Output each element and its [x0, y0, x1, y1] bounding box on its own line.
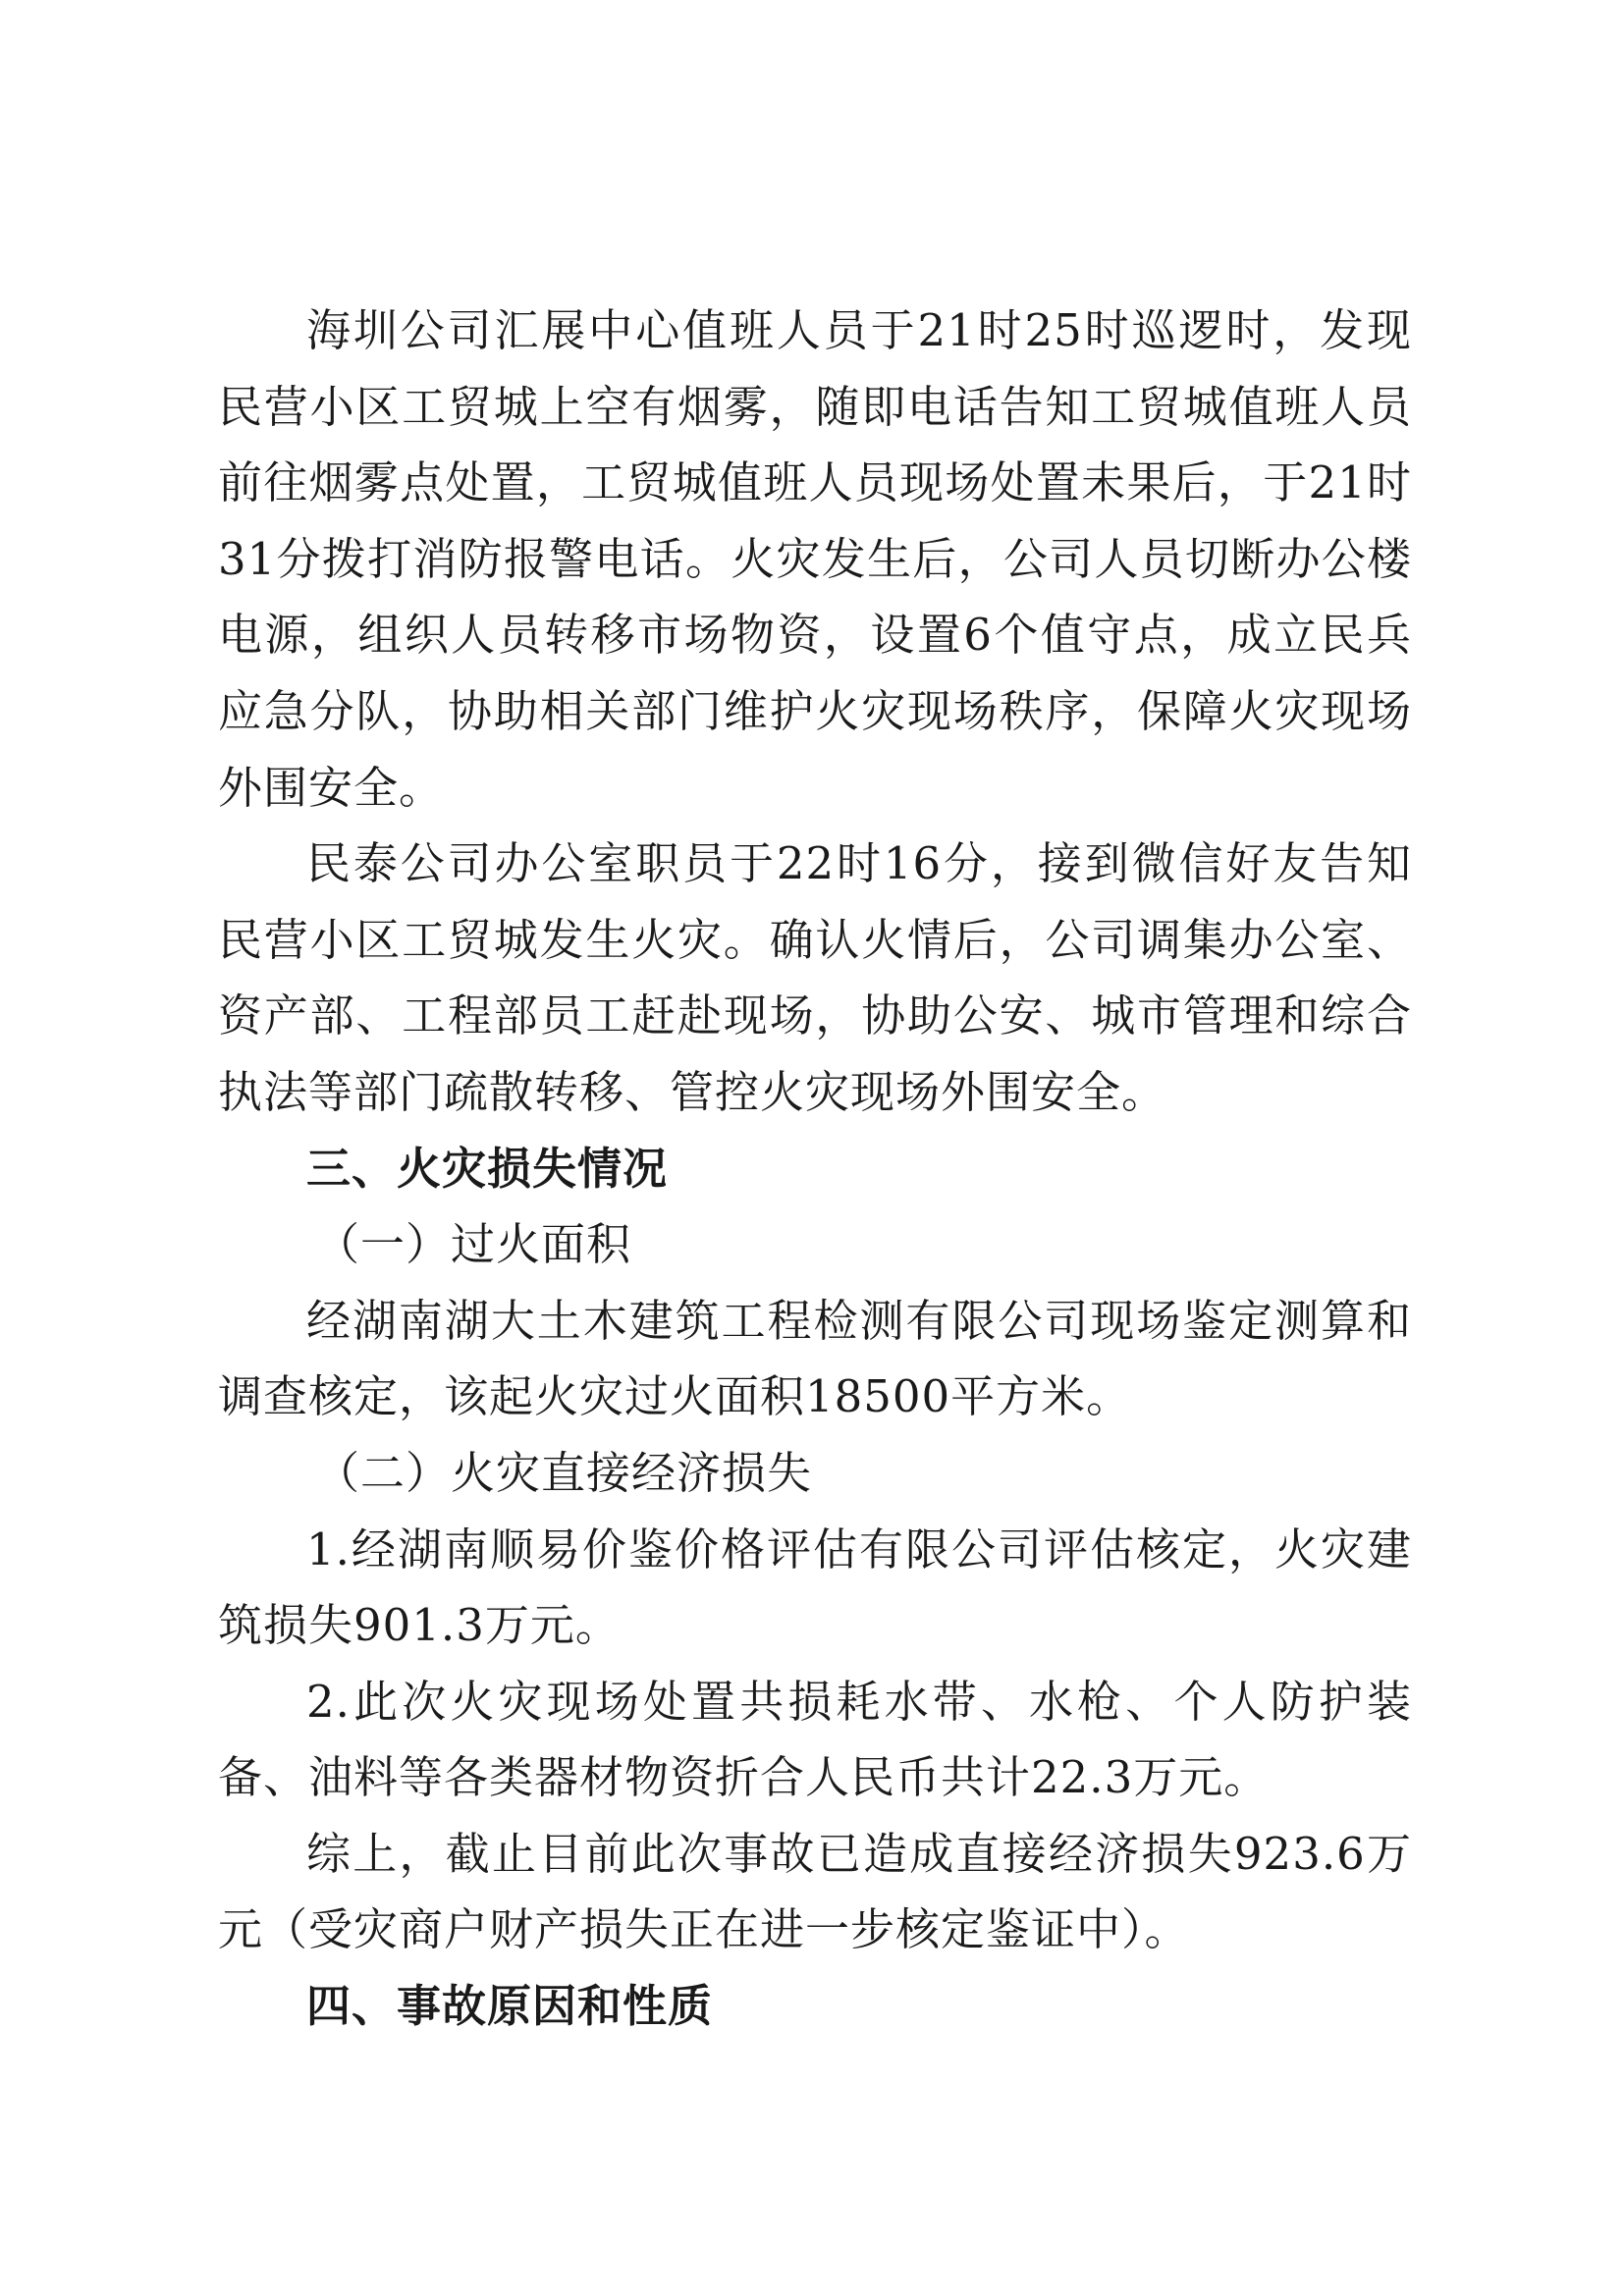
paragraph-building-loss: 1.经湖南顺易价鉴价格评估有限公司评估核定，火灾建筑损失901.3万元。 [218, 1522, 1412, 1652]
section-heading-cause-and-nature: 四、事故原因和性质 [306, 1980, 714, 2033]
document-page [218, 293, 1412, 2045]
paragraph-haizhen-company: 海圳公司汇展中心值班人员于21时25时巡逻时，发现民营小区工贸城上空有烟雾，随即电话告知工贸城值班人员前往烟雾点处置，工贸城值班人员现场处置未果后，于21时31分拨打消防报警电话。火灾发生后，公司人员切断办公楼电源，组织人员转移市场物资，设置6个值守点，成立民兵应急分队，协助相关部门维护火灾现场秩序，保障火灾现场外围安全。 [218, 304, 1412, 814]
paragraph-burned-area: 经湖南湖大土木建筑工程检测有限公司现场鉴定测算和调查核定，该起火灾过火面积18500平方米。 [218, 1294, 1412, 1423]
paragraph-equipment-loss: 2.此次火灾现场处置共损耗水带、水枪、个人防护装备、油料等各类器材物资折合人民币共计22.3万元。 [218, 1675, 1412, 1804]
paragraph-total-loss: 综上，截止目前此次事故已造成直接经济损失923.6万元（受灾商户财产损失正在进一步核定鉴证中）。 [218, 1827, 1412, 1956]
section-heading-fire-losses: 三、火灾损失情况 [306, 1142, 669, 1195]
subsection-heading-direct-economic-loss: （二）火灾直接经济损失 [315, 1446, 813, 1499]
subsection-heading-burned-area: （一）过火面积 [315, 1218, 632, 1271]
paragraph-mintai-company: 民泰公司办公室职员于22时16分，接到微信好友告知民营小区工贸城发生火灾。确认火情后，公司调集办公室、资产部、工程部员工赶赴现场，协助公安、城市管理和综合执法等部门疏散转移、管控火灾现场外围安全。 [218, 837, 1412, 1118]
